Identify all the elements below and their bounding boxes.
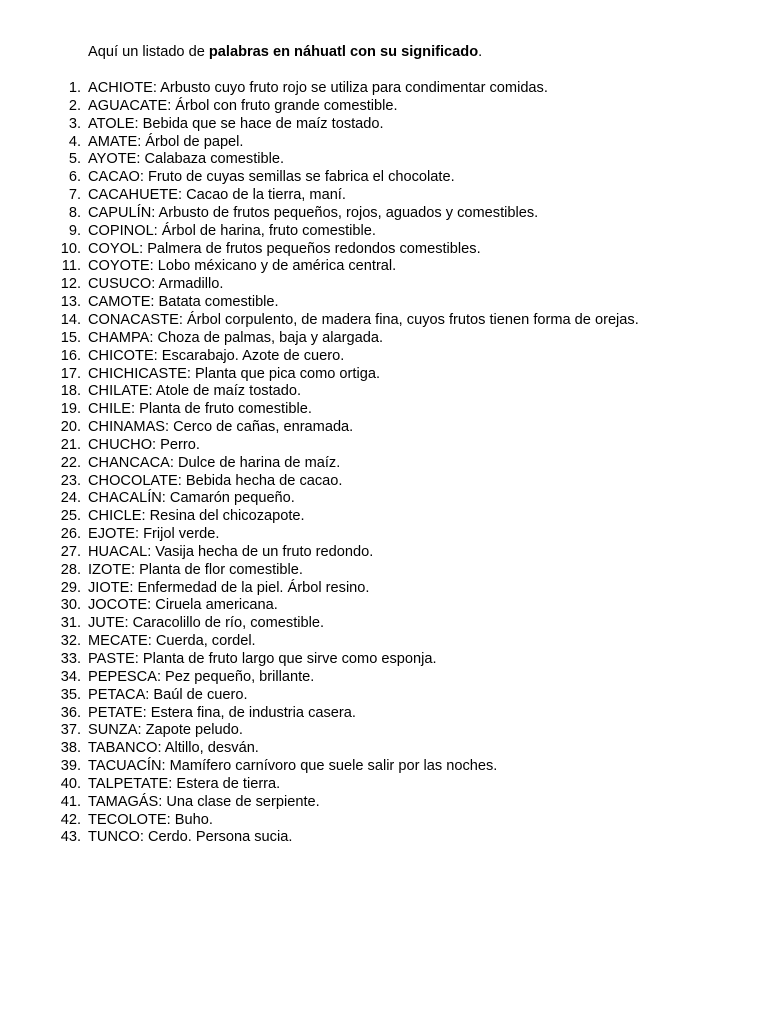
- list-item-text: TECOLOTE: Buho.: [88, 811, 213, 828]
- list-item-number: 26 .: [0, 526, 81, 544]
- list-item-number: 27 .: [0, 544, 81, 562]
- list-item-number: 19 .: [0, 401, 81, 419]
- list-item-number: 12 .: [0, 276, 81, 294]
- list-item-number: 30 .: [0, 597, 81, 615]
- list-item-number: 34 .: [0, 669, 81, 687]
- list-item-number: 13 .: [0, 294, 81, 312]
- list-item-text: CHILE: Planta de fruto comestible.: [88, 401, 312, 418]
- list-item-text: CHICHICASTE: Planta que pica como ortiga.: [88, 365, 380, 382]
- list-item-text: JOCOTE: Ciruela americana.: [88, 597, 278, 614]
- list-item-number: 40 .: [0, 776, 81, 794]
- list-item-text: CACAHUETE: Cacao de la tierra, maní.: [88, 187, 346, 204]
- list-item-number: 1 .: [0, 80, 81, 98]
- list-item-text: CAMOTE: Batata comestible.: [88, 294, 279, 311]
- list-item-text: CHICOTE: Escarabajo. Azote de cuero.: [88, 347, 345, 364]
- list-item-text: IZOTE: Planta de flor comestible.: [88, 561, 303, 578]
- list-item-number: 43 .: [0, 829, 81, 847]
- list-item-number: 8 .: [0, 205, 81, 223]
- list-item-text: PETACA: Baúl de cuero.: [88, 686, 248, 703]
- list-item-text: COYOTE: Lobo méxicano y de américa central.: [88, 258, 397, 275]
- intro-sentence: [88, 43, 482, 61]
- list-item-number: 32 .: [0, 633, 81, 651]
- list-item-text: CHUCHO: Perro.: [88, 436, 200, 453]
- list-item-number: 37 .: [0, 722, 81, 740]
- list-item-number: 2 .: [0, 98, 81, 116]
- list-item-number: 21 .: [0, 437, 81, 455]
- intro-bold: palabras en náhuatl con su significado: [208, 44, 479, 60]
- list-item-text: AGUACATE: Árbol con fruto grande comestible.: [88, 97, 398, 114]
- list-item-number: 9 .: [0, 223, 81, 241]
- list-item-text: CHOCOLATE: Bebida hecha de cacao.: [88, 472, 343, 489]
- list-item-text: JUTE: Caracolillo de río, comestible.: [88, 615, 325, 632]
- list-item-text: AYOTE: Calabaza comestible.: [88, 151, 285, 168]
- list-item-number: 6 .: [0, 169, 81, 187]
- list-item-number: 11 .: [0, 258, 81, 276]
- list-item-number: 29 .: [0, 580, 81, 598]
- list-item-text: PASTE: Planta de fruto largo que sirve como esponja.: [88, 651, 437, 667]
- list-item-text: CUSUCO: Armadillo.: [88, 276, 224, 293]
- list-item-number: 3 .: [0, 116, 81, 134]
- list-item-text: CACAO: Fruto de cuyas semillas se fabrica el chocolate.: [88, 169, 455, 186]
- list-item-text: CHILATE: Atole de maíz tostado.: [88, 383, 302, 400]
- list-item-text: CHINAMAS: Cerco de cañas, enramada.: [88, 419, 354, 436]
- list-item-text: MECATE: Cuerda, cordel.: [88, 633, 256, 650]
- list-item-number: 38 .: [0, 740, 81, 758]
- list-item-number: 10 .: [0, 241, 81, 259]
- list-item-text: TACUACÍN: Mamífero carnívoro que suele salir por las noches.: [88, 758, 498, 775]
- list-item-text: COPINOL: Árbol de harina, fruto comestible.: [88, 222, 376, 239]
- list-item-text: EJOTE: Frijol verde.: [88, 526, 220, 543]
- intro-prefix: Aquí un listado de: [88, 44, 209, 60]
- list-item-number: 23 .: [0, 473, 81, 491]
- list-item-text: CHAMPA: Choza de palmas, baja y alargada.: [88, 329, 383, 346]
- list-item-text: CHACALÍN: Camarón pequeño.: [88, 490, 295, 507]
- list-item-number: 17 .: [0, 366, 81, 384]
- list-item-text: ACHIOTE: Arbusto cuyo fruto rojo se utiliza para condimentar comidas.: [88, 80, 548, 96]
- list-item-text: PETATE: Estera fina, de industria casera.: [88, 704, 356, 721]
- list-item-number: 42 .: [0, 812, 81, 830]
- list-item-text: SUNZA: Zapote peludo.: [88, 722, 243, 739]
- list-item-text: TUNCO: Cerdo. Persona sucia.: [88, 829, 293, 846]
- list-item-text: CHICLE: Resina del chicozapote.: [88, 508, 305, 525]
- list-item-number: 39 .: [0, 758, 81, 776]
- list-item-number: 41 .: [0, 794, 81, 812]
- list-item-number: 18 .: [0, 383, 81, 401]
- list-item-number: 16 .: [0, 348, 81, 366]
- list-item-text: COYOL: Palmera de frutos pequeños redondos comestibles.: [88, 240, 481, 257]
- list-item-text: TAMAGÁS: Una clase de serpiente.: [88, 793, 320, 810]
- list-item-number: 28 .: [0, 562, 81, 580]
- list-item-number: 25 .: [0, 508, 81, 526]
- list-item-text: CONACASTE: Árbol corpulento, de madera fina, cuyos frutos tienen forma de orejas.: [88, 311, 639, 328]
- list-item-text: TABANCO: Altillo, desván.: [88, 740, 259, 757]
- list-item-number: 15 .: [0, 330, 81, 348]
- list-item-number: 36 .: [0, 705, 81, 723]
- list-item-text: ATOLE: Bebida que se hace de maíz tostado.: [88, 115, 384, 132]
- list-item-number: 4 .: [0, 134, 81, 152]
- list-item-number: 20 .: [0, 419, 81, 437]
- list-item-number: 22 .: [0, 455, 81, 473]
- list-item-text: CAPULÍN: Arbusto de frutos pequeños, rojos, aguados y comestibles.: [88, 204, 539, 221]
- list-item-text: HUACAL: Vasija hecha de un fruto redondo.: [88, 543, 374, 560]
- list-item-number: 35 .: [0, 687, 81, 705]
- list-item-number: 14 .: [0, 312, 81, 330]
- list-item-number: 31 .: [0, 615, 81, 633]
- intro-suffix: .: [478, 44, 483, 60]
- list-item-number: 33 .: [0, 651, 81, 669]
- list-item-number: 5 .: [0, 151, 81, 169]
- list-item-text: AMATE: Árbol de papel.: [88, 133, 244, 150]
- list-item-number: 7 .: [0, 187, 81, 205]
- list-item-text: TALPETATE: Estera de tierra.: [88, 775, 281, 792]
- list-item-text: PEPESCA: Pez pequeño, brillante.: [88, 668, 315, 685]
- list-item-text: CHANCACA: Dulce de harina de maíz.: [88, 454, 341, 471]
- list-item-number: 24 .: [0, 490, 81, 508]
- list-item-text: JIOTE: Enfermedad de la piel. Árbol resino.: [88, 579, 370, 596]
